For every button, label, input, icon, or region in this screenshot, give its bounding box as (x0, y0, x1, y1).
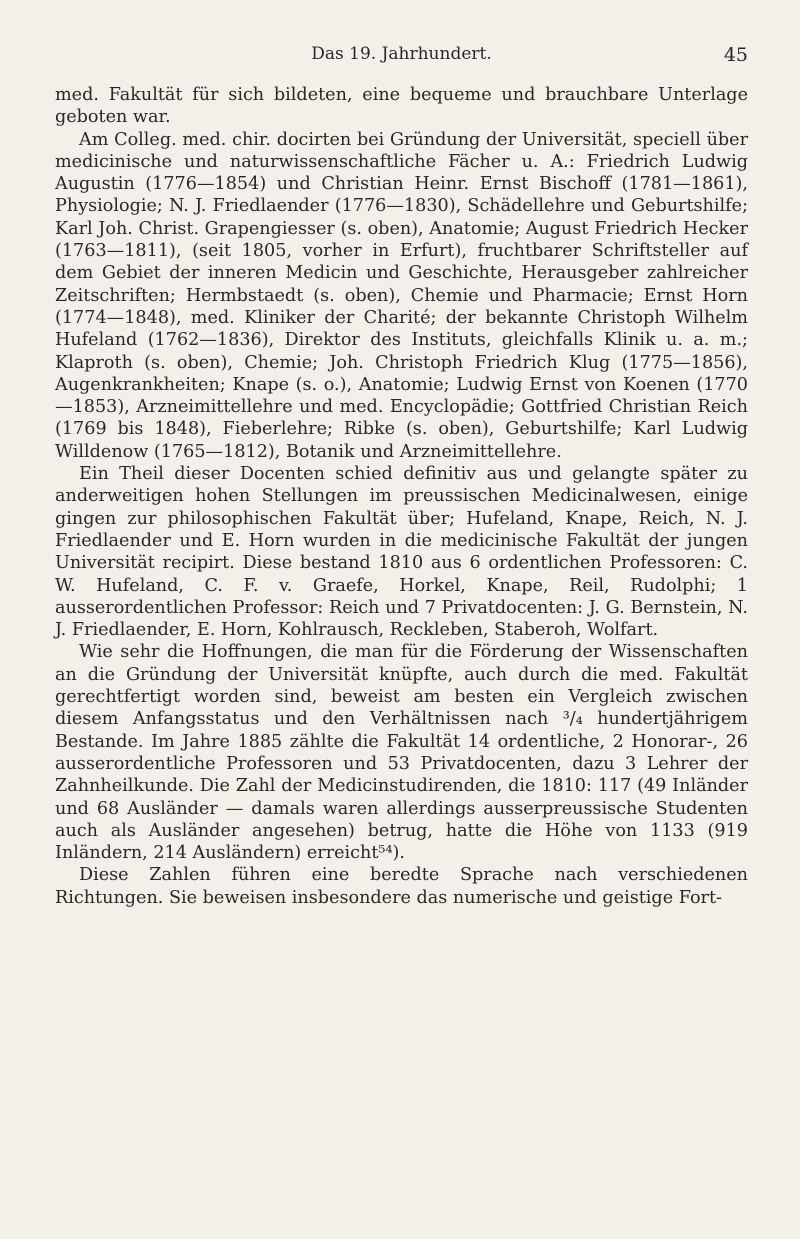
body-text (55, 84, 748, 909)
paragraph-4: Wie sehr die Hoffnungen, die man für die Förderung der Wissenschaften an die Gründung der Universität knüpfte, auch durch die med. Fakultät gerechtfertigt worden sind, beweist am besten ein Vergleich zwischen diesem Anfangsstatus und den Verhältnissen nach ³/₄ hundertjährigem Bestande. Im Jahre 1885 zählte die Fakultät 14 ordentliche, 2 Honorar-, 26 ausserordentliche Professoren und 53 Privatdocenten, dazu 3 Lehrer der Zahnheilkunde. Die Zahl der Medicinstudirenden, die 1810: 117 (49 Inländer und 68 Ausländer — damals waren allerdings ausserpreussische Studenten auch als Ausländer angesehen) betrug, hatte die Höhe von 1133 (919 Inländern, 214 Ausländern) erreicht⁵⁴). (55, 642, 748, 864)
paragraph-1: med. Fakultät für sich bildeten, eine bequeme und brauchbare Unterlage geboten war. (55, 85, 748, 128)
paragraph-2: Am Colleg. med. chir. docirten bei Gründung der Universität, speciell über medicinische und naturwissenschaftliche Fächer u. A.: Friedrich Ludwig Augustin (1776—1854) und Christian Heinr. Ernst Bischoff (1781—1861), Physiologie; N. J. Friedlaender (1776—1830), Schädellehre und Geburtshilfe; Karl Joh. Christ. Grapengiesser (s. oben), Anatomie; August Friedrich Hecker (1763—1811), (seit 1805, vorher in Erfurt), fruchtbarer Schriftsteller auf dem Gebiet der inneren Medicin und Geschichte, Herausgeber zahlreicher Zeitschriften; Hermbstaedt (s. oben), Chemie und Pharmacie; Ernst Horn (1774—1848), med. Kliniker der Charité; der bekannte Christoph Wilhelm Hufeland (1762—1836), Direktor des Instituts, gleichfalls Klinik u. a. m.; Klaproth (s. oben), Chemie; Joh. Christoph Friedrich Klug (1775—1856), Augenkrankheiten; Knape (s. o.), Anatomie; Ludwig Ernst von Koenen (1770—1853), Arzneimittellehre und med. Encyclopädie; Gottfried Christian Reich (1769 bis 1848), Fieberlehre; Ribke (s. oben), Geburtshilfe; Karl Ludwig Willdenow (1765—1812), Botanik und Arzneimittellehre. (55, 129, 748, 462)
running-title: Das 19. Jahrhundert. (311, 44, 492, 64)
page-header (55, 44, 748, 70)
paragraph-3: Ein Theil dieser Docenten schied definitiv aus und gelangte später zu anderweitigen hohen Stellungen im preussischen Medicinalwesen, einige gingen zur philosophischen Fakultät über; Hufeland, Knape, Reich, N. J. Friedlaender und E. Horn wurden in die medicinische Fakultät der jungen Universität recipirt. Diese bestand 1810 aus 6 ordentlichen Professoren: C. W. Hufeland, C. F. v. Graefe, Horkel, Knape, Reil, Rudolphi; 1 ausserordentlichen Professor: Reich und 7 Privatdocenten: J. G. Bernstein, N. J. Friedlaender, E. Horn, Kohlrausch, Reckleben, Staberoh, Wolfart. (55, 464, 748, 641)
page-number: 45 (723, 44, 748, 66)
paragraph-5: Diese Zahlen führen eine beredte Sprache nach verschiedenen Richtungen. Sie beweisen insbesondere das numerische und geistige Fort- (55, 865, 748, 908)
